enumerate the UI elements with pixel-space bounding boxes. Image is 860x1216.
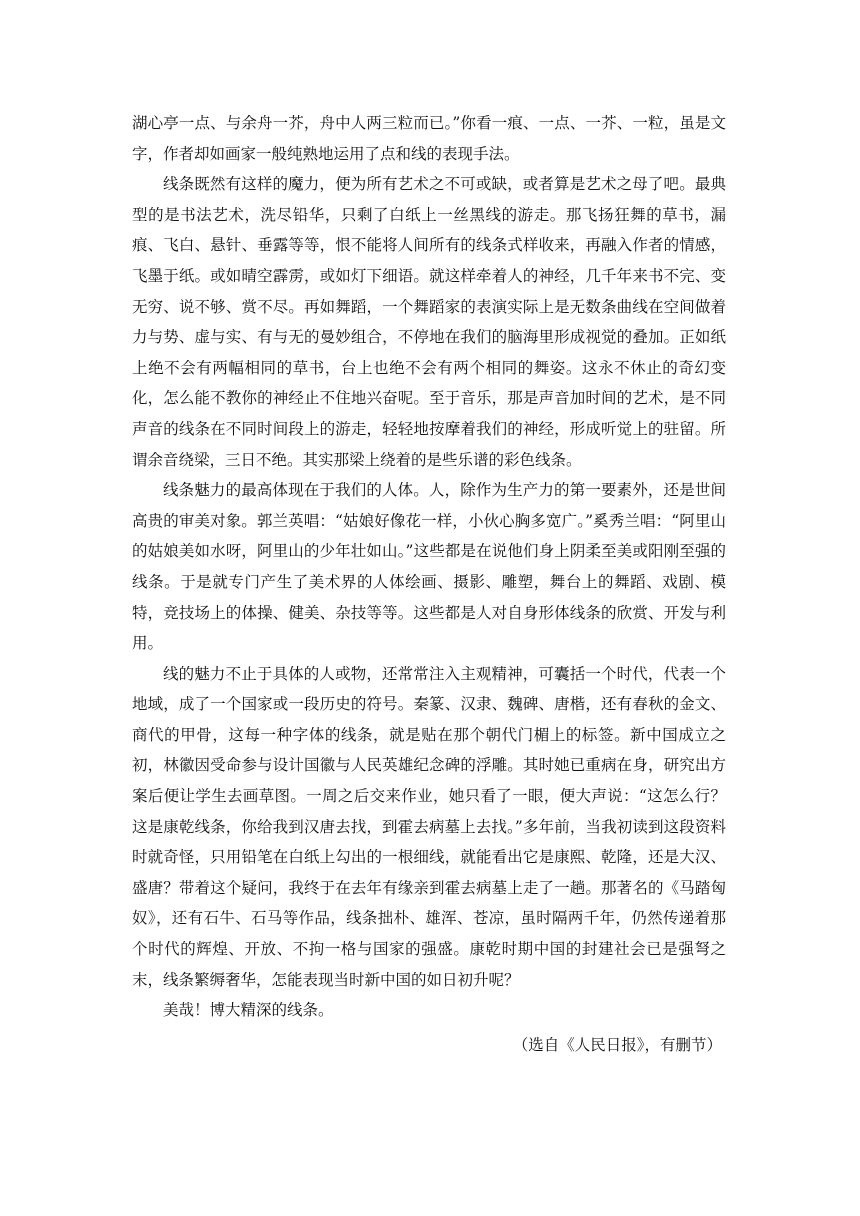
paragraph-4: 线的魅力不止于具体的人或物，还常常注入主观精神，可囊括一个时代，代表一个地域，成了一个国家或一段历史的符号。秦篆、汉隶、魏碑、唐楷，还有春秋的金文、商代的甲骨，这每一种字体的线条，就是贴在那个朝代门楣上的标签。新中国成立之初，林徽因受命参与设计国徽与人民英雄纪念碑的浮雕。其时她已重病在身，研究出方案后便让学生去画草图。一周之后交来作业，她只看了一眼，便大声说：“这怎么行？这是康乾线条，你给我到汉唐去找，到霍去病墓上去找。”多年前，当我初读到这段资料时就奇怪，只用铅笔在白纸上勾出的一根细线，就能看出它是康熙、乾隆，还是大汉、盛唐？带着这个疑问，我终于在去年有缘亲到霍去病墓上走了一趟。那著名的《马踏匈奴》，还有石牛、石马等作品，线条拙朴、雄浑、苍凉，虽时隔两千年，仍然传递着那个时代的辉煌、开放、不拘一格与国家的强盛。康乾时期中国的封建社会已是强弩之末，线条繁缛奢华，怎能表现当时新中国的如日初升呢？ [132,664,726,989]
paragraph-1: 湖心亭一点、与余舟一芥，舟中人两三粒而已。”你看一痕、一点、一芥、一粒，虽是文字，作者却如画家一般纯熟地运用了点和线的表现手法。 [132,114,726,163]
paragraph-3: 线条魅力的最高体现在于我们的人体。人，除作为生产力的第一要素外，还是世间高贵的审美对象。郭兰英唱：“姑娘好像花一样，小伙心胸多宽广。”奚秀兰唱：“阿里山的姑娘美如水呀，阿里山的少年壮如山。”这些都是在说他们身上阴柔至美或阳刚至强的线条。于是就专门产生了美术界的人体绘画、摄影、雕塑，舞台上的舞蹈、戏剧、模特，竞技场上的体操、健美、杂技等等。这些都是人对自身形体线条的欣赏、开发与利用。 [132,481,726,653]
paragraph-5: 美哉！博大精深的线条。 [163,1001,334,1020]
article-body [132,108,726,1060]
source-citation: （选自《人民日报》，有删节） [512,1035,722,1054]
paragraph-2: 线条既然有这样的魔力，便为所有艺术之不可或缺，或者算是艺术之母了吧。最典型的是书法艺术，洗尽铅华，只剩了白纸上一丝黑线的游走。那飞扬狂舞的草书，漏痕、飞白、悬针、垂露等等，恨不能将人间所有的线条式样收来，再融入作者的情感，飞墨于纸。或如晴空霹雳，或如灯下细语。就这样牵着人的神经，几千年来书不完、变无穷、说不够、赏不尽。再如舞蹈，一个舞蹈家的表演实际上是无数条曲线在空间做着力与势、虚与实、有与无的曼妙组合，不停地在我们的脑海里形成视觉的叠加。正如纸上绝不会有两幅相同的草书，台上也绝不会有两个相同的舞姿。这永不休止的奇幻变化，怎么能不教你的神经止不住地兴奋呢。至于音乐，那是声音加时间的艺术，是不同声音的线条在不同时间段上的游走，轻轻地按摩着我们的神经，形成听觉上的驻留。所谓余音绕梁，三日不绝。其实那梁上绕着的是些乐谱的彩色线条。 [132,175,726,469]
